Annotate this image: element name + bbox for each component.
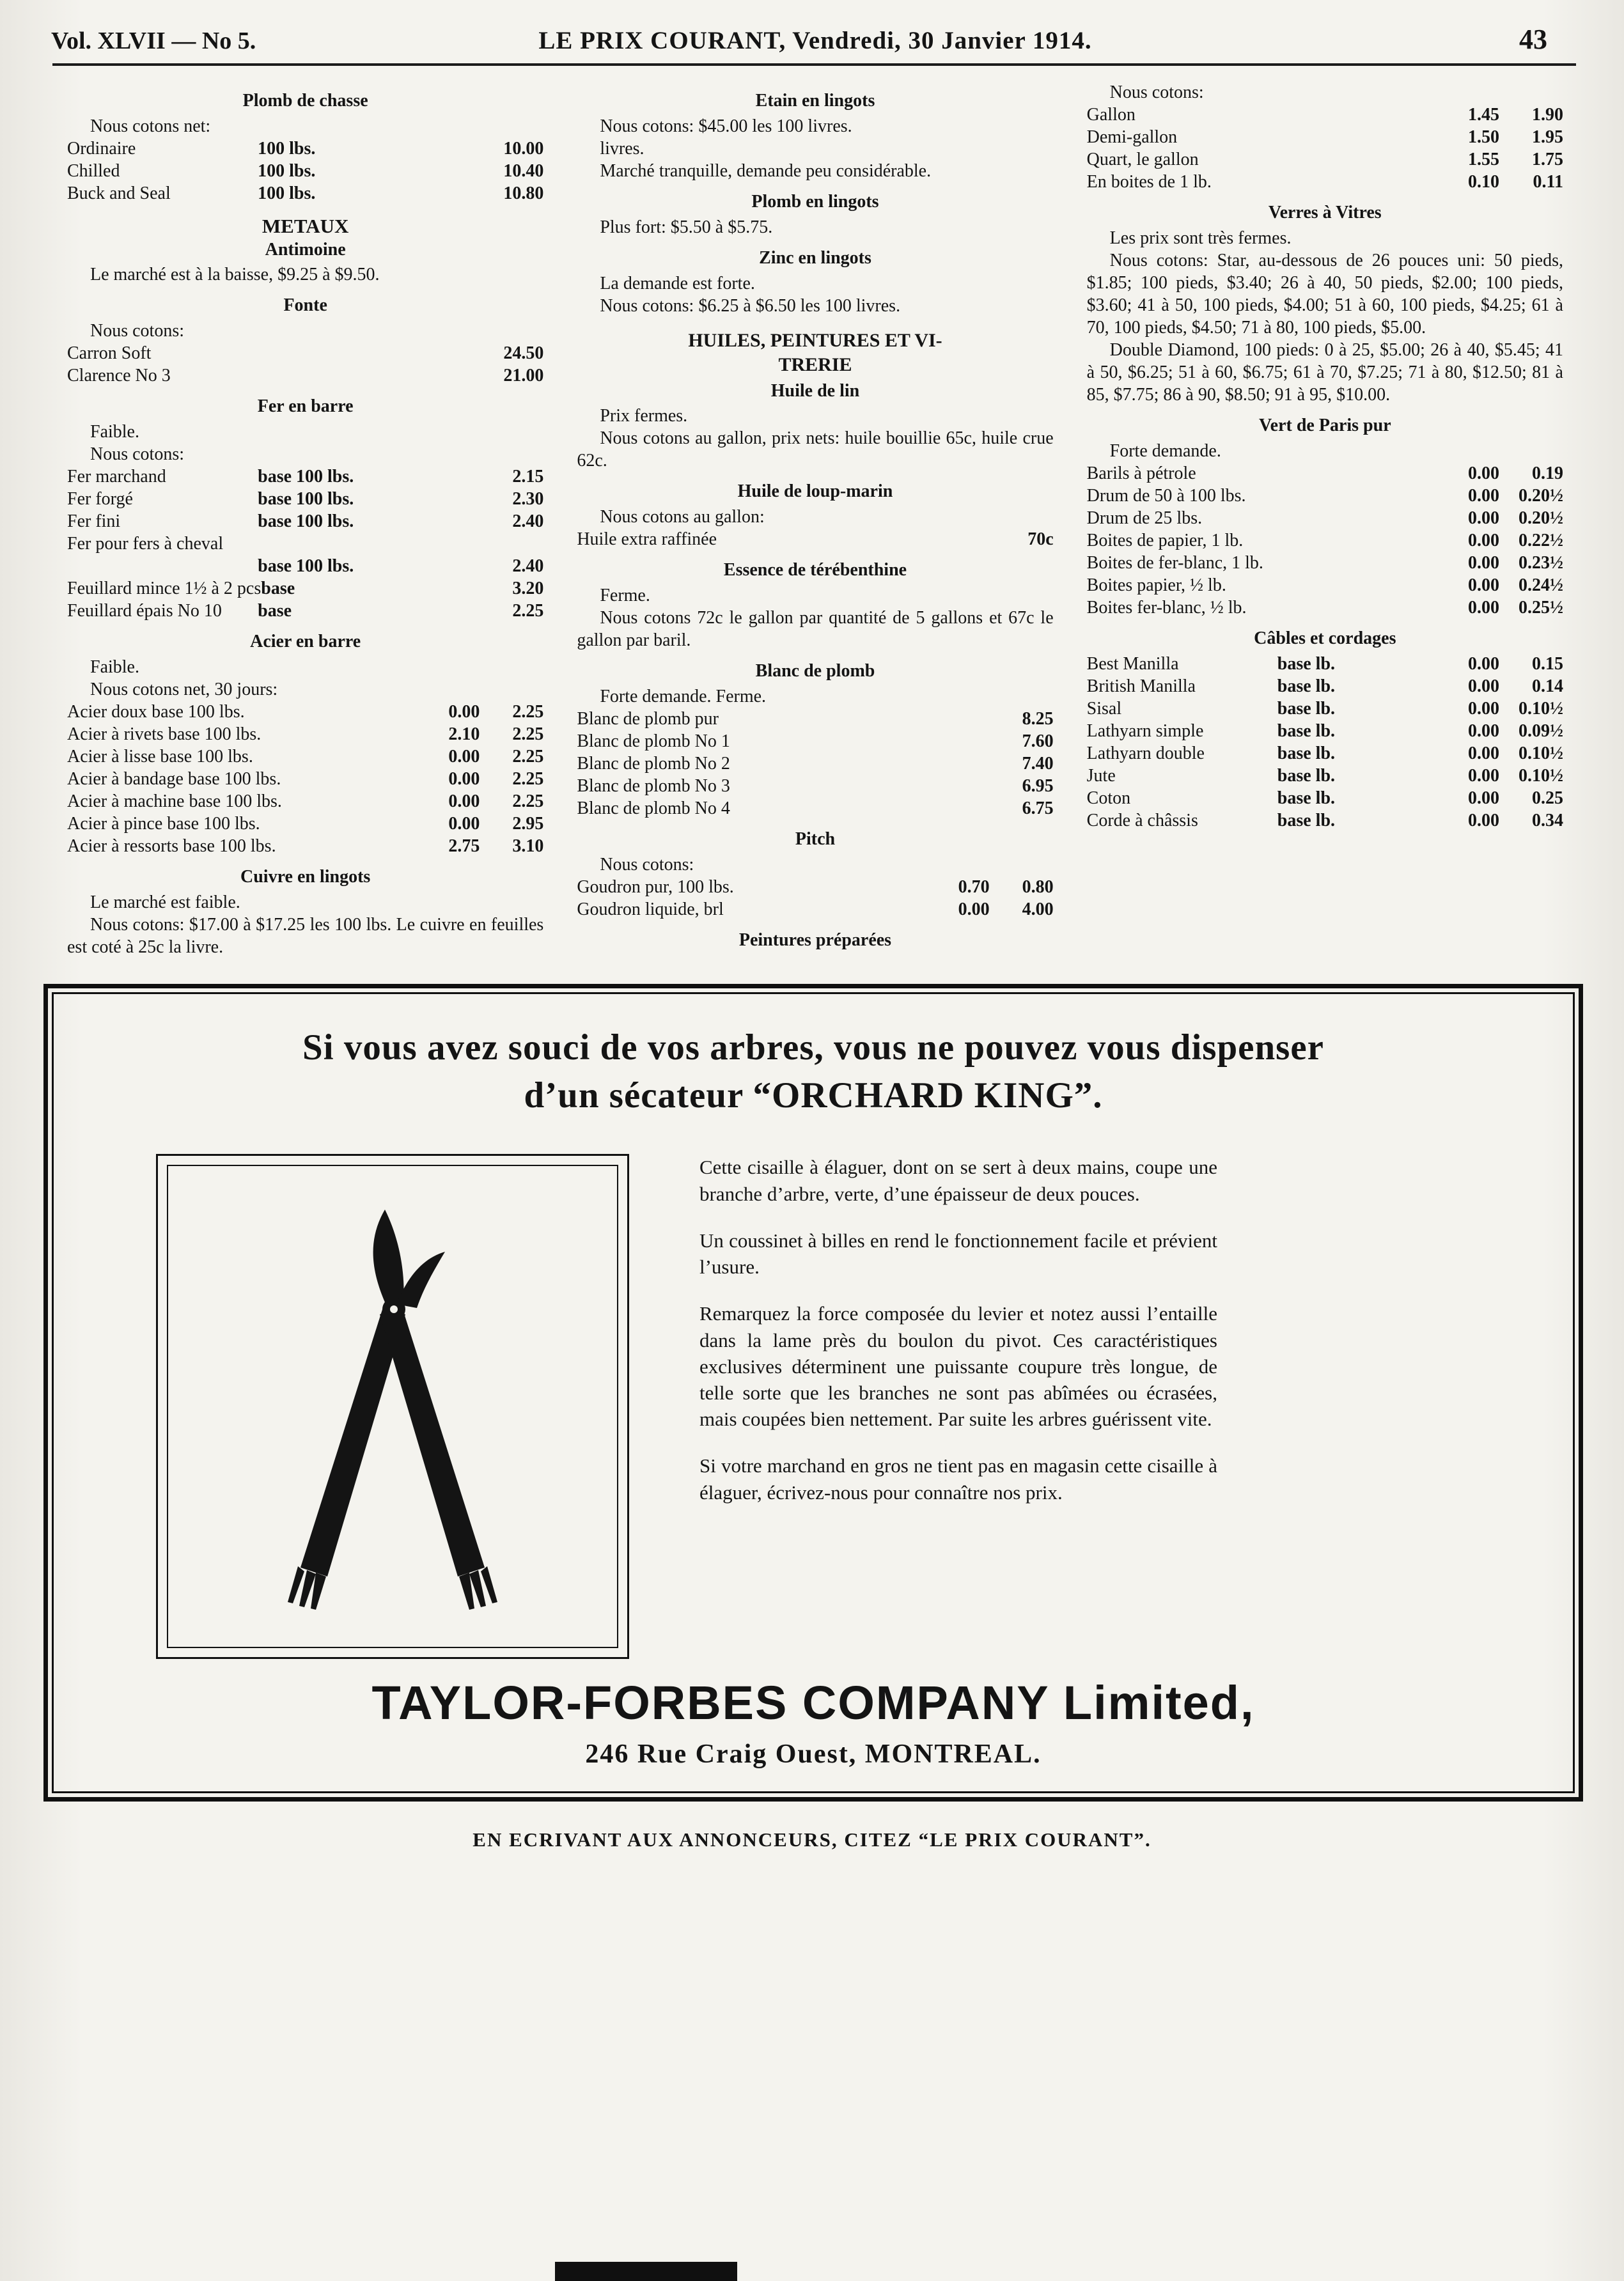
row-label: Acier à pince base 100 lbs. — [67, 814, 260, 834]
row-label: Barils à pétrole — [1086, 463, 1196, 483]
row-price-2: 1.90 — [1531, 105, 1563, 125]
scan-artifact-bar — [555, 2262, 737, 2281]
row-label: En boites de 1 lb. — [1086, 172, 1212, 192]
paragraph: Nous cotons 72c le gallon par quantité de 5 gallons et 67c le gallon par baril. — [577, 608, 1054, 650]
paragraph: livres. — [600, 139, 644, 159]
row-unit: 100 lbs. — [258, 161, 316, 181]
price-row — [1087, 552, 1563, 574]
row-label: Quart, le gallon — [1086, 150, 1199, 169]
row-price-1: 0.00 — [1467, 766, 1499, 786]
row-label: Blanc de plomb No 2 — [577, 754, 730, 774]
intro-fonte: Nous cotons: — [90, 321, 184, 341]
row-label: Goudron pur, 100 lbs. — [577, 877, 734, 897]
row-price-2: 4.00 — [1022, 899, 1054, 919]
heading-plomb-de-chasse: Plomb de chasse — [242, 91, 368, 111]
ad-paragraph: Un coussinet à billes en rend le fonctionnement facile et prévient l’usure. — [699, 1229, 1217, 1279]
heading-zinc: Zinc en lingots — [759, 248, 871, 268]
column-oils-paints — [577, 81, 1053, 958]
row-price-2: 0.20½ — [1518, 508, 1563, 528]
price-row — [1087, 462, 1563, 485]
row-price-2: 2.25 — [512, 702, 544, 722]
row-label: Boites de fer-blanc, 1 lb. — [1086, 553, 1263, 573]
price-row — [67, 768, 543, 790]
price-row — [67, 488, 543, 510]
paragraph: Nous cotons: $6.25 à $6.50 les 100 livres. — [600, 296, 901, 316]
row-label: Huile extra raffinée — [577, 529, 717, 549]
status-acier: Faible. — [90, 657, 139, 677]
publication-title: LE PRIX COURANT, Vendredi, 30 Janvier 1914. — [538, 27, 1092, 54]
row-price-2: 0.10½ — [1518, 743, 1563, 763]
row-label: Carron Soft — [67, 343, 152, 363]
status-vert: Forte demande. — [1109, 441, 1221, 461]
advertiser-address: 246 Rue Craig Ouest, MONTREAL. — [585, 1740, 1042, 1770]
heading-peintures-preparees: Peintures préparées — [738, 930, 892, 950]
ad-body — [156, 1154, 1528, 1659]
row-label: Boites papier, ½ lb. — [1086, 575, 1226, 595]
row-price-2: 0.20½ — [1518, 486, 1563, 506]
price-row — [1087, 507, 1563, 529]
row-label: Chilled — [67, 161, 120, 181]
row-price-1: 0.00 — [448, 769, 480, 789]
row-price-2: 2.25 — [512, 791, 544, 811]
row-label: Fer forgé — [67, 489, 133, 509]
price-row — [1087, 697, 1563, 720]
row-price-2: 0.23½ — [1518, 553, 1563, 573]
row-label: Acier doux base 100 lbs. — [67, 702, 245, 722]
row-label: Coton — [1086, 788, 1131, 808]
row-price-2: 0.09½ — [1518, 721, 1563, 741]
row-unit: base lb. — [1277, 743, 1336, 763]
row-price-1: 1.45 — [1467, 105, 1499, 125]
paragraph: Plus fort: $5.50 à $5.75. — [600, 217, 773, 237]
price-row — [67, 465, 543, 488]
product-image-frame — [156, 1154, 629, 1659]
row-unit: base 100 lbs. — [258, 511, 354, 531]
price-row — [1087, 529, 1563, 552]
price-row — [1087, 574, 1563, 596]
advertiser-name: TAYLOR-FORBES COMPANY Limited, — [371, 1676, 1255, 1730]
rows-acier — [67, 701, 543, 857]
row-unit: base lb. — [1277, 721, 1336, 741]
ad-headline — [98, 1024, 1528, 1119]
intro-pitch: Nous cotons: — [600, 855, 694, 875]
volume-number: Vol. XLVII — No 5. — [51, 27, 256, 54]
paragraph: Double Diamond, 100 pieds: 0 à 25, $5.00; 26 à 40, $5.45; 41 à 50, $6.25; 51 à 60, $6.75; 61 à 70, $7.25; 71 à 80, $12.50; 81 à 85, $7.75; 86 à 90, $8.50; 91 à 95, $10.00. — [1086, 340, 1563, 405]
row-price-2: 1.95 — [1531, 127, 1563, 147]
ad-copy — [699, 1154, 1217, 1525]
row-unit: base 100 lbs. — [258, 489, 354, 509]
row-label: Blanc de plomb No 3 — [577, 776, 730, 796]
intro-peintures-cotons: Nous cotons: — [1109, 82, 1204, 102]
row-label: Ordinaire — [67, 139, 136, 159]
heading-acier-en-barre: Acier en barre — [250, 632, 361, 651]
price-row — [67, 182, 543, 205]
rows-plomb-de-chasse — [67, 137, 543, 205]
heading-plomb-lingots: Plomb en lingots — [751, 192, 879, 212]
row-price-1: 0.00 — [448, 791, 480, 811]
heading-antimoine: Antimoine — [265, 240, 346, 260]
row-price-2: 2.40 — [512, 556, 544, 576]
row-unit: base lb. — [1277, 766, 1336, 786]
product-image-inner-frame — [167, 1165, 618, 1648]
row-price-2: 10.40 — [503, 161, 544, 181]
row-label: Corde à châssis — [1086, 811, 1198, 830]
row-price-2: 7.40 — [1022, 754, 1054, 774]
price-row — [67, 364, 543, 387]
row-price-2: 24.50 — [503, 343, 544, 363]
price-row — [1087, 765, 1563, 787]
row-price-2: 0.25 — [1531, 788, 1563, 808]
heading-huiles-peintures-vitrerie — [577, 329, 1053, 377]
heading-pitch: Pitch — [795, 829, 836, 849]
row-label: Blanc de plomb pur — [577, 709, 719, 729]
ad-paragraph: Remarquez la force composée du levier et notez aussi l’entaille dans la lame près du boulon du pivot. Ces caractéristiques exclusives déterminent une puissante coupure très longue, de telle sorte que les branches ne sont pas abîmées ou écrasées, mais coupées bien nettement. Par suite les arbres guérissent vite. — [699, 1302, 1217, 1431]
row-label: Acier à machine base 100 lbs. — [67, 791, 282, 811]
price-row — [67, 577, 543, 600]
heading-metaux: METAUX — [262, 215, 349, 237]
heading-cuivre: Cuivre en lingots — [240, 867, 371, 887]
row-label: Feuillard mince 1½ à 2 pcs — [67, 579, 262, 598]
row-price-2: 2.25 — [512, 747, 544, 767]
heading-huile-de-lin: Huile de lin — [770, 381, 860, 401]
row-unit: base — [261, 579, 295, 598]
row-label: Goudron liquide, brl — [577, 899, 724, 919]
row-price-2: 2.30 — [512, 489, 544, 509]
heading-fer-en-barre: Fer en barre — [257, 396, 354, 416]
row-label: Acier à bandage base 100 lbs. — [67, 769, 281, 789]
row-unit: base lb. — [1277, 654, 1336, 674]
row-label: Sisal — [1086, 699, 1122, 719]
price-row — [577, 898, 1053, 921]
row-price-1: 0.00 — [448, 702, 480, 722]
row-price-2: 0.25½ — [1518, 598, 1563, 618]
row-price-1: 0.00 — [1467, 811, 1499, 830]
row-price-1: 1.55 — [1467, 150, 1499, 169]
row-label: Boites fer-blanc, ½ lb. — [1086, 598, 1247, 618]
price-row — [1087, 171, 1563, 193]
ad-paragraph: Cette cisaille à élaguer, dont on se sert à deux mains, coupe une branche d’arbre, verte, d’une épaisseur de deux pouces. — [699, 1156, 1217, 1205]
row-label: Acier à lisse base 100 lbs. — [67, 747, 253, 767]
row-price-2: 6.75 — [1022, 798, 1054, 818]
heading-blanc-de-plomb: Blanc de plomb — [755, 661, 875, 681]
row-label: Fer fini — [67, 511, 121, 531]
price-row — [577, 752, 1053, 775]
heading-line-1: HUILES, PEINTURES ET VI- — [688, 330, 942, 351]
price-row — [67, 813, 543, 835]
row-label: British Manilla — [1086, 676, 1196, 696]
row-price-2: 0.22½ — [1518, 531, 1563, 550]
price-row — [67, 510, 543, 533]
row-label: Best Manilla — [1086, 654, 1179, 674]
rows-fonte — [67, 342, 543, 387]
intro-loup-marin: Nous cotons au gallon: — [600, 507, 765, 527]
price-row — [577, 876, 1053, 898]
price-row — [67, 160, 543, 182]
price-row — [67, 745, 543, 768]
row-label: Fer marchand — [67, 467, 166, 487]
row-price-1: 0.00 — [1467, 463, 1499, 483]
row-unit: 100 lbs. — [258, 183, 316, 203]
row-price-2: 8.25 — [1022, 709, 1054, 729]
row-price-1: 0.00 — [1467, 676, 1499, 696]
para-antimoine: Le marché est à la baisse, $9.25 à $9.50. — [90, 265, 380, 284]
row-label: Jute — [1086, 766, 1116, 786]
paragraph: Nous cotons: Star, au-dessous de 26 pouces uni: 50 pieds, $1.85; 100 pieds, $3.40; 26 à 40, 50 pieds, $2.00; 100 pieds, $3.60; 41 à 50, 100 pieds, $4.00; 51 à 60, 100 pieds, $4.25; 61 à 70, 100 pieds, $4.50; 71 à 80, 100 pieds, $5.00. — [1086, 251, 1563, 338]
price-row — [1087, 720, 1563, 742]
row-price-1: 0.00 — [1467, 575, 1499, 595]
row-price-1: 0.00 — [1467, 654, 1499, 674]
row-price-1: 0.00 — [448, 747, 480, 767]
heading-fonte: Fonte — [283, 295, 327, 315]
row-price-2: 10.00 — [503, 139, 544, 159]
advertisement-orchard-king — [43, 984, 1583, 1802]
paragraph: La demande est forte. — [600, 274, 755, 293]
row-unit: 100 lbs. — [258, 139, 316, 159]
price-row — [1087, 485, 1563, 507]
row-unit: base lb. — [1277, 788, 1336, 808]
intro-fer: Nous cotons: — [90, 444, 184, 464]
row-label: Buck and Seal — [67, 183, 171, 203]
ad-headline-line-1: Si vous avez souci de vos arbres, vous ne pouvez vous dispenser — [302, 1027, 1324, 1068]
price-row — [1087, 148, 1563, 171]
heading-verres-a-vitres: Verres à Vitres — [1268, 203, 1382, 222]
rows-loup-marin — [577, 528, 1053, 550]
row-label: Acier à rivets base 100 lbs. — [67, 724, 262, 744]
price-row — [1087, 126, 1563, 148]
paras-huile-lin — [577, 405, 1053, 472]
price-row — [67, 600, 543, 622]
status-fer: Faible. — [90, 422, 139, 442]
row-price-2: 2.25 — [512, 724, 544, 744]
row-price-1: 0.00 — [1467, 598, 1499, 618]
paras-terebenthine — [577, 584, 1053, 651]
row-label: Lathyarn simple — [1086, 721, 1204, 741]
rows-vert — [1087, 462, 1563, 619]
price-row — [67, 723, 543, 745]
row-label: Blanc de plomb No 4 — [577, 798, 730, 818]
row-price-2: 0.24½ — [1518, 575, 1563, 595]
column-glass-cordage — [1087, 81, 1563, 958]
advertisement-inner-border — [52, 992, 1575, 1793]
price-row — [67, 342, 543, 364]
row-unit: base — [258, 601, 292, 621]
paragraph: Ferme. — [600, 586, 650, 605]
row-price-1: 2.10 — [448, 724, 480, 744]
price-row — [67, 835, 543, 857]
row-price-1: 1.50 — [1467, 127, 1499, 147]
row-price-2: 2.25 — [512, 769, 544, 789]
footer-citation: EN ECRIVANT AUX ANNONCEURS, CITEZ “LE PRIX COURANT”. — [472, 1828, 1152, 1851]
paragraph: Marché tranquille, demande peu considérable. — [600, 161, 932, 181]
row-unit: base lb. — [1277, 811, 1336, 830]
heading-vert-de-paris: Vert de Paris pur — [1259, 416, 1391, 435]
price-row — [1087, 675, 1563, 697]
row-price-1: 0.00 — [1467, 553, 1499, 573]
row-label: Drum de 25 lbs. — [1086, 508, 1203, 528]
row-price-1: 0.70 — [958, 877, 990, 897]
row-price-1: 0.00 — [1467, 721, 1499, 741]
para-cuivre: Nous cotons: $17.00 à $17.25 les 100 lbs. Le cuivre en feuilles est coté à 25c la livre. — [67, 915, 544, 957]
paras-verres — [1087, 227, 1563, 406]
paras-zinc — [577, 272, 1053, 317]
row-price-1: 0.00 — [1467, 508, 1499, 528]
pruning-shears-illustration — [226, 1195, 559, 1617]
row-price-2: 70c — [1027, 529, 1054, 549]
row-label: Gallon — [1086, 105, 1136, 125]
intro-acier: Nous cotons net, 30 jours: — [90, 680, 278, 699]
row-unit: base lb. — [1277, 699, 1336, 719]
row-label: Blanc de plomb No 1 — [577, 731, 730, 751]
row-label: Drum de 50 à 100 lbs. — [1086, 486, 1246, 506]
row-label: Fer pour fers à cheval — [67, 534, 224, 554]
status-cuivre: Le marché est faible. — [90, 892, 240, 912]
row-price-1: 0.00 — [448, 814, 480, 834]
row-price-1: 0.00 — [1467, 486, 1499, 506]
price-row — [577, 797, 1053, 820]
price-row — [1087, 596, 1563, 619]
row-label: Acier à ressorts base 100 lbs. — [67, 836, 276, 856]
ad-paragraph: Si votre marchand en gros ne tient pas en magasin cette cisaille à élaguer, écrivez-nous pour connaître nos prix. — [699, 1454, 1217, 1504]
row-label: Clarence No 3 — [67, 366, 171, 385]
row-price-2: 6.95 — [1022, 776, 1054, 796]
row-price-1: 0.00 — [958, 899, 990, 919]
heading-etain: Etain en lingots — [755, 91, 875, 111]
row-price-1: 2.75 — [448, 836, 480, 856]
masthead — [0, 0, 1624, 61]
price-row — [577, 775, 1053, 797]
price-row — [1087, 809, 1563, 832]
paras-etain — [577, 115, 1053, 182]
row-price-2: 0.15 — [1531, 654, 1563, 674]
intro-plomb-de-chasse: Nous cotons net: — [90, 116, 211, 136]
row-price-2: 2.95 — [512, 814, 544, 834]
row-price-2: 3.10 — [512, 836, 544, 856]
price-row — [67, 555, 543, 577]
heading-terebenthine: Essence de térébenthine — [723, 560, 907, 580]
row-price-2: 3.20 — [512, 579, 544, 598]
price-columns — [0, 66, 1624, 958]
price-row — [577, 528, 1053, 550]
row-price-2: 21.00 — [503, 366, 544, 385]
rows-cables — [1087, 653, 1563, 832]
heading-huile-loup-marin: Huile de loup-marin — [737, 481, 893, 501]
rows-pitch — [577, 876, 1053, 921]
paragraph: Nous cotons au gallon, prix nets: huile bouillie 65c, huile crue 62c. — [577, 428, 1054, 471]
price-row — [1087, 653, 1563, 675]
row-price-2: 0.10½ — [1518, 699, 1563, 719]
row-price-2: 2.40 — [512, 511, 544, 531]
row-price-2: 1.75 — [1531, 150, 1563, 169]
price-row — [1087, 104, 1563, 126]
row-label: Feuillard épais No 10 — [67, 601, 222, 621]
row-price-1: 0.10 — [1467, 172, 1499, 192]
row-price-2: 2.15 — [512, 467, 544, 487]
price-row — [1087, 787, 1563, 809]
price-row — [1087, 742, 1563, 765]
price-row — [577, 708, 1053, 730]
row-price-2: 0.11 — [1533, 172, 1563, 192]
heading-line-2: TRERIE — [778, 354, 852, 375]
row-price-2: 2.25 — [512, 601, 544, 621]
row-price-1: 0.00 — [1467, 743, 1499, 763]
row-price-2: 0.34 — [1531, 811, 1563, 830]
row-price-2: 7.60 — [1022, 731, 1054, 751]
ad-headline-line-2: d’un sécateur “ORCHARD KING”. — [524, 1075, 1103, 1116]
row-label: Demi-gallon — [1086, 127, 1178, 147]
row-price-2: 0.19 — [1531, 463, 1563, 483]
paragraph: Prix fermes. — [600, 406, 688, 426]
paragraph: Les prix sont très fermes. — [1109, 228, 1292, 248]
row-unit: base lb. — [1277, 676, 1336, 696]
row-price-2: 10.80 — [503, 183, 544, 203]
price-row — [67, 533, 543, 555]
row-unit: base 100 lbs. — [258, 556, 354, 576]
rows-fer — [67, 465, 543, 622]
price-row — [67, 137, 543, 160]
row-price-2: 0.80 — [1022, 877, 1054, 897]
paragraph: Nous cotons: $45.00 les 100 livres. — [600, 116, 852, 136]
rows-blanc — [577, 708, 1053, 820]
paras-plomb-lingots — [577, 216, 1053, 238]
intro-blanc: Forte demande. Ferme. — [600, 687, 767, 706]
rows-peintures — [1087, 104, 1563, 193]
row-label: Lathyarn double — [1086, 743, 1205, 763]
price-row — [577, 730, 1053, 752]
price-row — [67, 790, 543, 813]
row-unit: base 100 lbs. — [258, 467, 354, 487]
heading-cables-cordages: Câbles et cordages — [1254, 628, 1396, 648]
price-row — [67, 701, 543, 723]
row-price-1: 0.00 — [1467, 531, 1499, 550]
column-metals — [67, 81, 543, 958]
row-label: Boites de papier, 1 lb. — [1086, 531, 1244, 550]
row-price-1: 0.00 — [1467, 699, 1499, 719]
row-price-2: 0.14 — [1531, 676, 1563, 696]
row-price-1: 0.00 — [1467, 788, 1499, 808]
row-price-2: 0.10½ — [1518, 766, 1563, 786]
page-number: 43 — [1519, 24, 1547, 55]
